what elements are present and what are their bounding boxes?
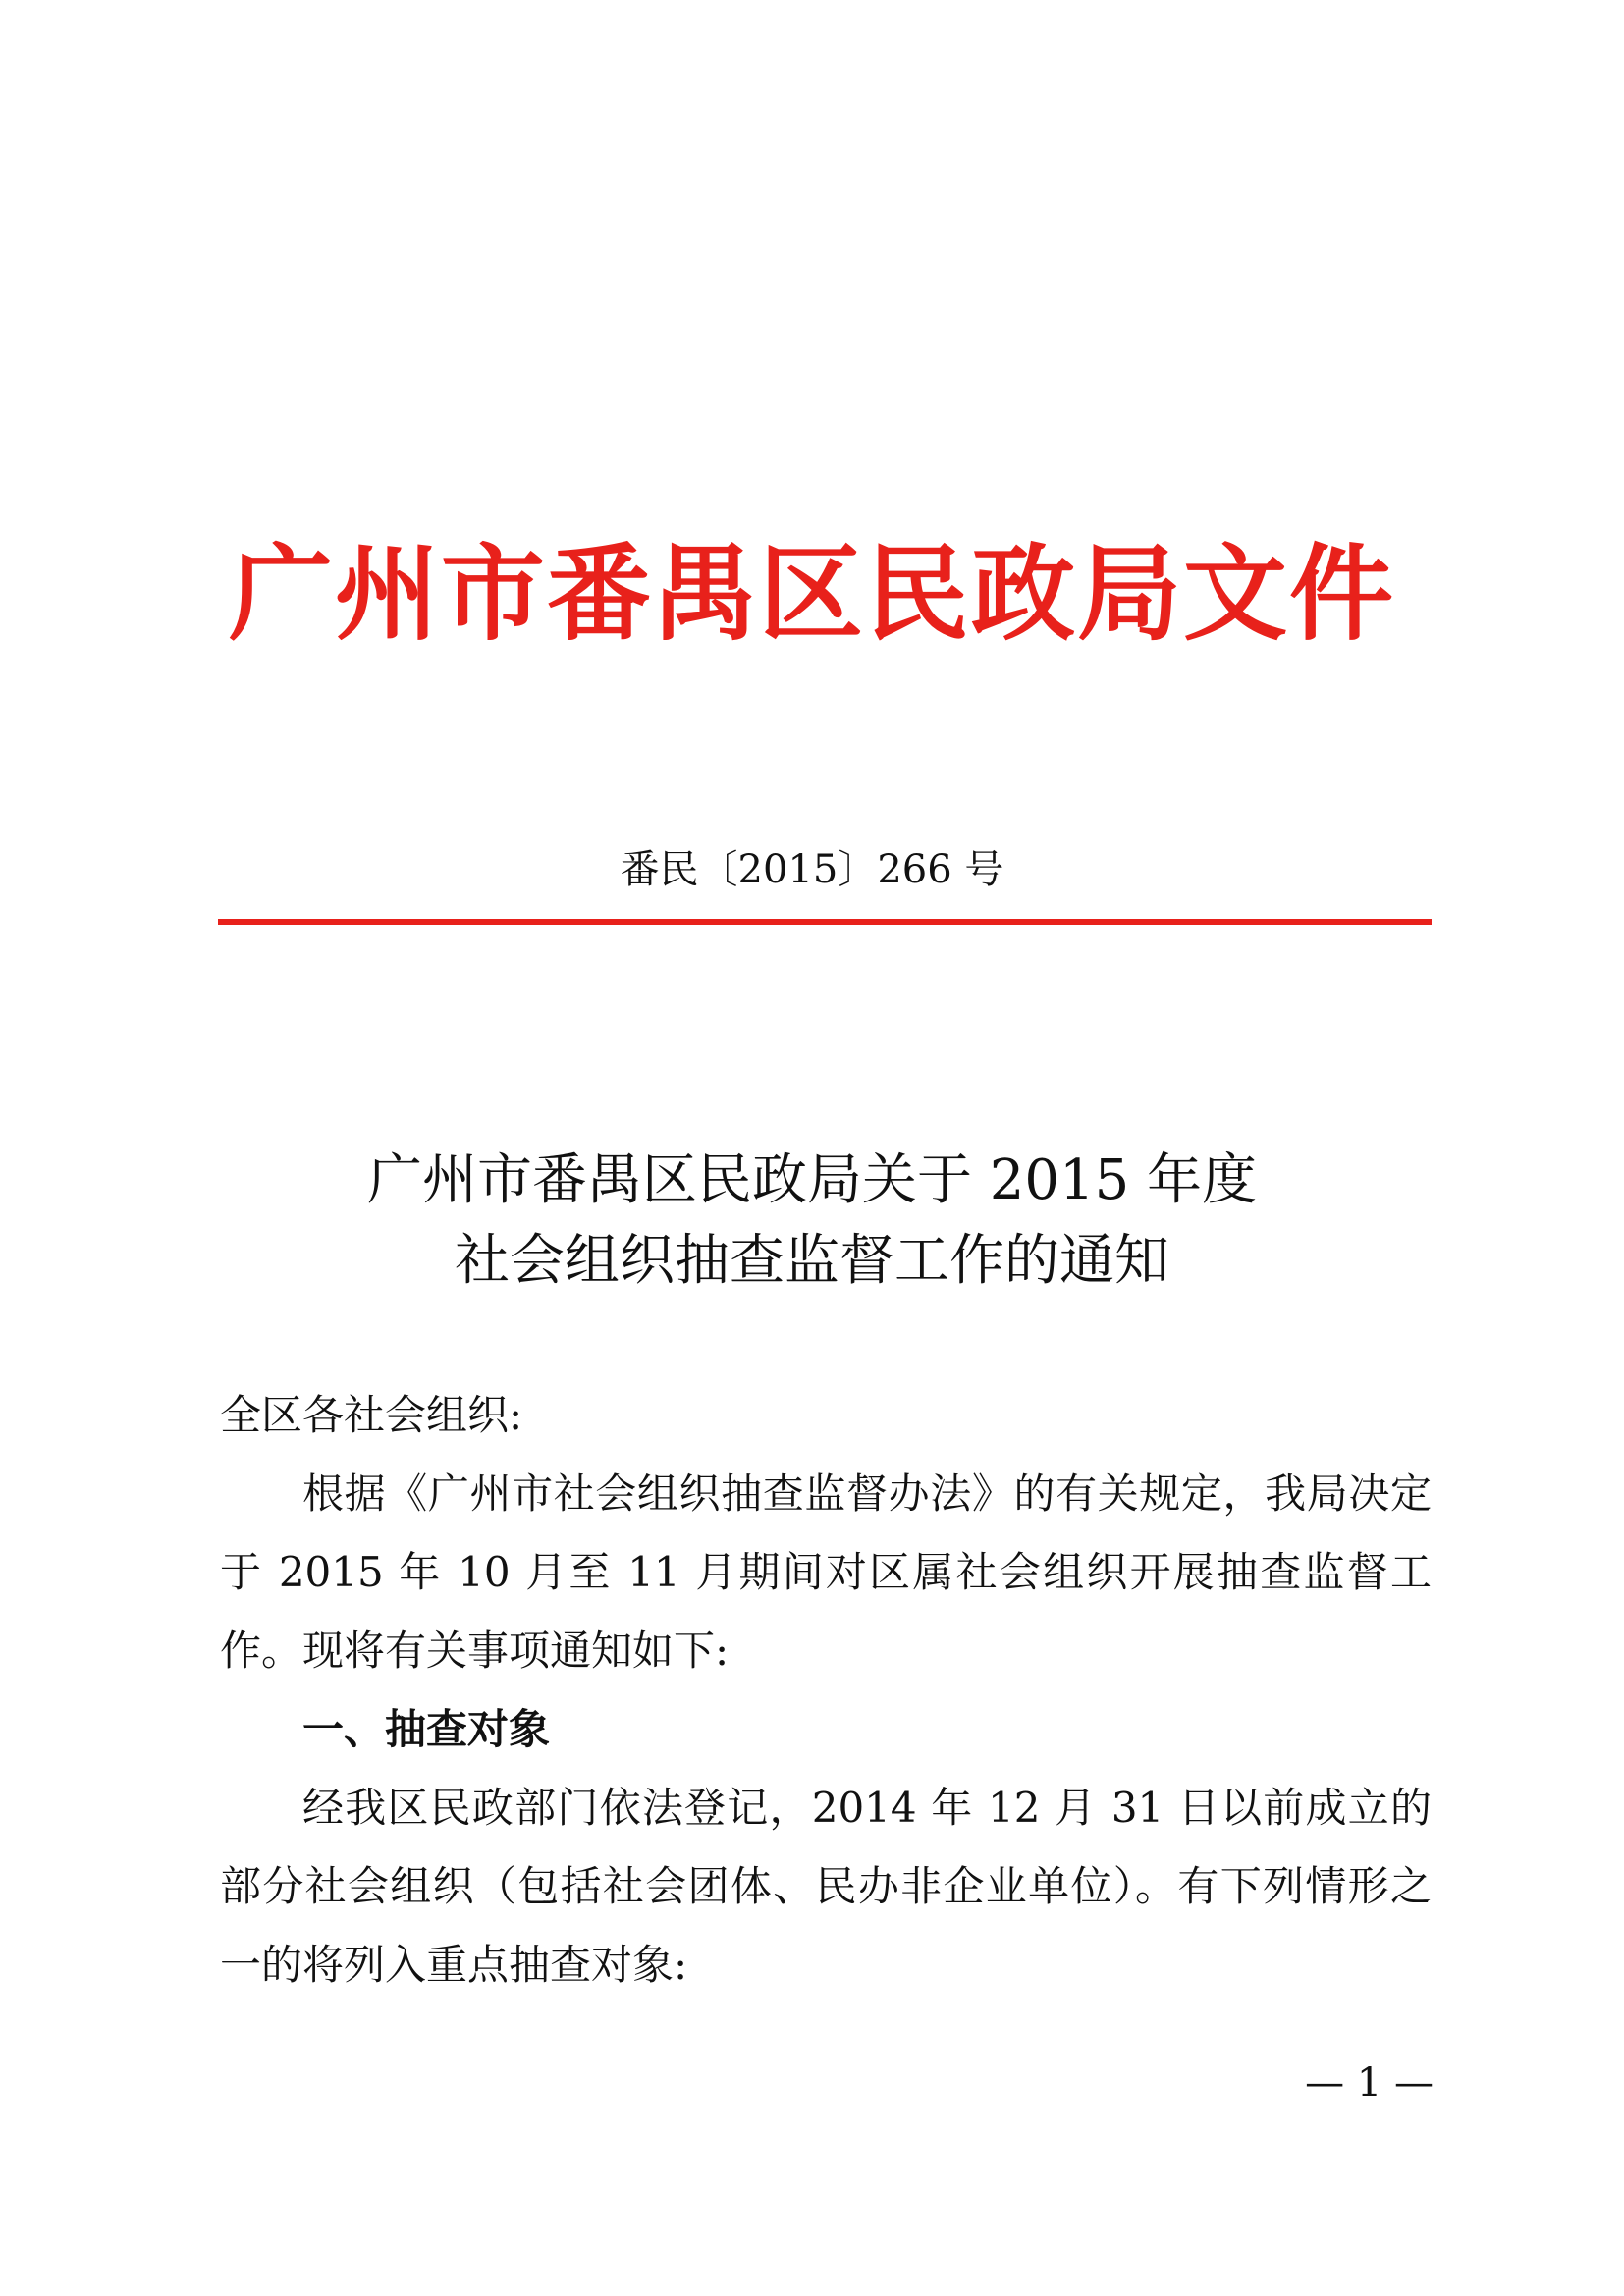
issuer-header: 广州市番禺区民政局文件 <box>229 532 1395 655</box>
page-number: — 1 — <box>1305 2060 1434 2106</box>
notice-body <box>220 1376 1432 2004</box>
salutation: 全区各社会组织: <box>220 1391 523 1439</box>
notice-title <box>0 1141 1624 1302</box>
red-divider-line <box>218 919 1432 925</box>
body-paragraph-1: 根据《广州市社会组织抽查监督办法》的有关规定，我局决定于 2015 年 10 月至 11 月期间对区属社会组织开展抽查监督工作。现将有关事项通知如下: <box>220 1469 1432 1675</box>
section-heading-1: 一、抽查对象 <box>302 1705 551 1753</box>
notice-title-line-2: 社会组织抽查监督工作的通知 <box>455 1229 1169 1293</box>
document-number: 番民〔2015〕266 号 <box>620 847 1004 892</box>
notice-title-line-1: 广州市番禺区民政局关于 2015 年度 <box>366 1148 1258 1212</box>
body-paragraph-2: 经我区民政部门依法登记，2014 年 12 月 31 日以前成立的部分社会组织（包括社会团体、民办非企业单位）。有下列情形之一的将列入重点抽查对象: <box>220 1784 1432 1989</box>
